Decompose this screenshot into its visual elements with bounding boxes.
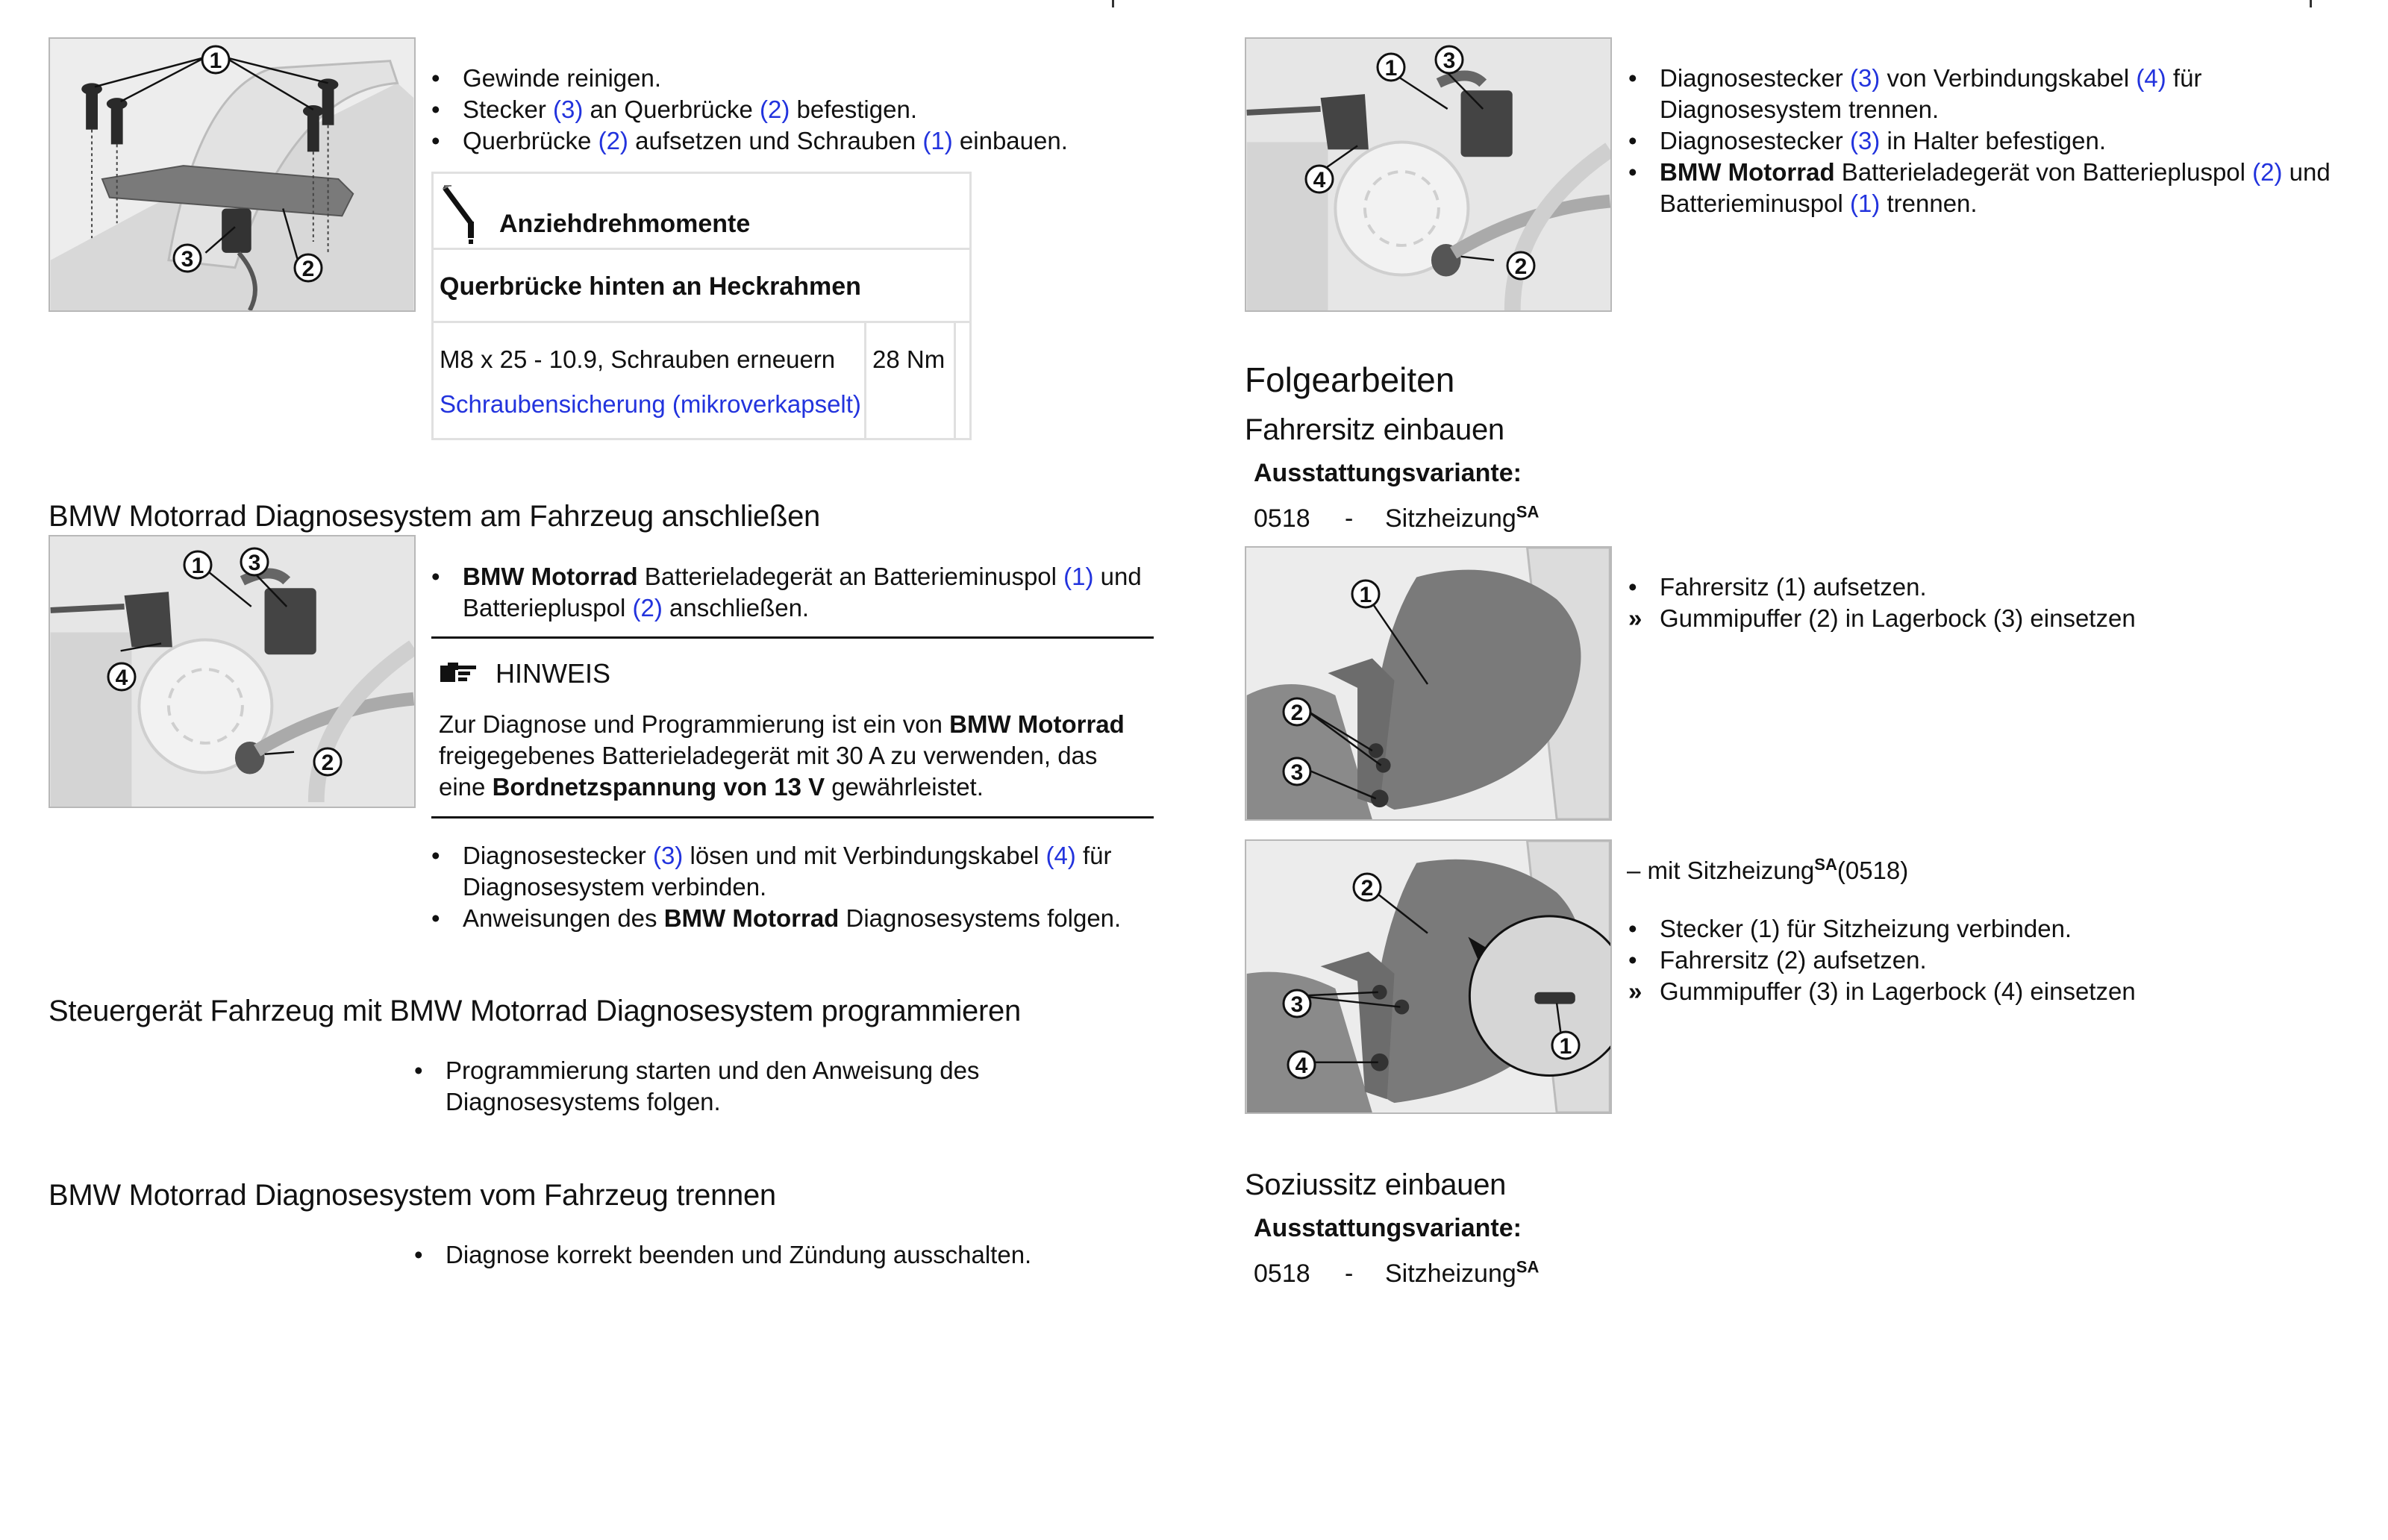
bullet-icon: • [414,1241,423,1268]
bold-text: Bordnetzspannung von 13 V [492,773,825,801]
figure-crossbar [49,37,416,312]
callout-2 [1507,252,1534,279]
bullet-icon: • [1628,915,1637,942]
bullet-icon: • [1628,64,1637,92]
bullet-icon: • [431,563,440,590]
connect-bullets-a [431,561,1155,624]
text-run: freigegebenes Batterieladegerät mit 30 A zu verwenden, das eine [439,742,1098,801]
bullet-icon: • [414,1057,423,1084]
torque-table-group [434,250,969,323]
callout-3 [1436,46,1463,73]
bullet-icon: • [1628,127,1637,154]
callout-1 [1352,580,1379,607]
text-run: für Diagnosesystem trennen. [1660,64,2202,123]
bold-text: BMW Motorrad [463,563,638,590]
program-bullets [414,1055,1026,1118]
variant-row [1254,504,1701,537]
figure-reference: (2) [598,127,628,154]
list-item [1628,63,2375,125]
callout-3 [1284,758,1310,785]
variant-name [1385,1259,1539,1289]
callout-4 [108,663,135,690]
list-item [1628,125,2375,157]
callout-1 [1378,54,1404,81]
svg-text:3: 3 [181,247,194,272]
section-title-connect: BMW Motorrad Diagnosesystem am Fahrzeug anschließen [49,500,820,533]
figure-reference: (1) [1849,190,1881,217]
callout-1 [1552,1032,1579,1059]
svg-text:1: 1 [191,554,204,578]
callout-4 [1306,166,1333,192]
variant-name-text: Sitzheizung [1385,1259,1516,1288]
list-item [1628,976,2300,1007]
text-run: Diagnosestecker [463,842,653,869]
torque-group-label: Querbrücke hinten an Heckrahmen [440,272,861,301]
bullet-icon: • [1628,158,1637,186]
variant-dash: - [1345,504,1354,533]
text-run: gewährleistet. [825,773,984,801]
bullet-icon: • [431,904,440,932]
list-item [1628,603,2300,634]
figure-reference: (2) [632,594,663,622]
text-run: Diagnosestecker [1660,127,1850,154]
pointing-hand-icon [440,661,478,683]
variant-name-text: Sitzheizung [1385,504,1516,533]
torque-table [431,172,972,440]
svg-text:4: 4 [1313,168,1326,192]
callout-2 [314,748,341,775]
text-run: Diagnosesystems folgen. [839,904,1122,932]
callout-2 [295,254,322,281]
svg-text:4: 4 [115,666,128,690]
variant-label: Ausstattungsvariante: [1254,459,1522,487]
text-run: Anweisungen des [463,904,664,932]
figure-battery-disconnect [1245,37,1612,312]
svg-text:2: 2 [1360,876,1374,901]
svg-text:1: 1 [209,48,222,73]
section-title-disconnect: BMW Motorrad Diagnosesystem vom Fahrzeug trennen [49,1179,776,1212]
torque-table-row [434,323,969,438]
bullet-icon: • [1628,946,1637,974]
svg-text:3: 3 [1290,760,1304,785]
result-marker-icon: » [1628,604,1642,632]
text-run: Fahrersitz (1) aufsetzen. [1660,573,1927,601]
text-run: und Batteriepluspol [463,563,1142,622]
figure-reference: (3) [1849,127,1881,154]
torque-value: 28 Nm [872,345,945,373]
disconnect-steps-bullets [1628,63,2375,219]
text-run: Gummipuffer (3) in Lagerbock (4) einsetzen [1660,977,2136,1005]
rider-seat-bullets-a [1628,572,2300,634]
figure-reference: (3) [1849,64,1881,92]
step1-bullets [431,63,1103,157]
heated-seat-condition [1627,857,1908,885]
list-item [414,1055,1026,1118]
callout-2 [1354,874,1381,901]
callout-2 [1284,698,1310,725]
page-edge-mark [1112,0,1114,7]
text-run: aufsetzen und Schrauben [628,127,923,154]
callout-3 [241,548,268,575]
callout-1 [202,46,229,73]
section-title-followup: Folgearbeiten [1245,360,1455,399]
svg-text:2: 2 [301,257,315,281]
text-run: und Batterieminuspol [1660,158,2331,217]
text-run: an Querbrücke [583,96,760,123]
figure-reference: (2) [2252,158,2283,186]
text-run: in Halter befestigen. [1880,127,2106,154]
connect-bullets-b [431,840,1155,934]
disconnect-bullets [414,1239,1086,1271]
svg-text:1: 1 [1384,56,1398,81]
figure-reference: (3) [652,842,684,869]
bullet-icon: • [431,127,440,154]
subsection-title-rider-seat: Fahrersitz einbauen [1245,413,1504,446]
figure-battery-connect [49,535,416,808]
bullet-icon: • [431,64,440,92]
text-run: Querbrücke [463,127,598,154]
section-title-program: Steuergerät Fahrzeug mit BMW Motorrad Diagnosesystem programmieren [49,995,1021,1027]
svg-text:1: 1 [1359,583,1372,607]
bold-text: BMW Motorrad [1660,158,1835,186]
text-run: Fahrersitz (2) aufsetzen. [1660,946,1927,974]
note-title: HINWEIS [496,658,611,689]
callout-1 [184,551,211,578]
bullet-icon: • [1628,573,1637,601]
text-run: Zur Diagnose und Programmierung ist ein von [439,710,950,738]
text-run: Batterieladegerät an Batterieminuspol [637,563,1064,590]
text-run: Gewinde reinigen. [463,64,661,92]
text-run: trennen. [1880,190,1978,217]
bullet-icon: • [431,842,440,869]
variant-row-pillion [1254,1259,1701,1292]
svg-text:2: 2 [321,751,334,775]
svg-text:4: 4 [1295,1054,1308,1078]
condition-sup: SA [1814,855,1837,874]
bold-text: BMW Motorrad [663,904,840,932]
svg-text:3: 3 [1443,48,1456,73]
list-item [414,1239,1086,1271]
torque-table-header [434,174,969,250]
list-item [1628,157,2375,219]
condition-prefix: – mit Sitzheizung [1627,857,1815,884]
figure-reference: (1) [1063,563,1094,590]
result-marker-icon: » [1628,977,1642,1005]
list-item [431,94,1103,125]
list-item [431,63,1103,94]
figure-reference: (4) [2136,64,2166,92]
variant-code: 0518 [1254,1259,1310,1288]
rider-seat-bullets-b [1628,913,2300,1007]
svg-text:1: 1 [1559,1034,1572,1059]
note-box [431,636,1154,818]
callout-4 [1288,1051,1315,1078]
variant-name [1385,504,1539,533]
list-item [1628,572,2300,603]
text-run: anschließen. [662,594,810,622]
callout-3 [1284,990,1310,1017]
list-item [431,125,1103,157]
list-item [431,561,1155,624]
text-run: von Verbindungskabel [1880,64,2137,92]
svg-text:3: 3 [248,551,261,575]
subsection-title-pillion-seat: Soziussitz einbauen [1245,1168,1507,1201]
figure-reference: (1) [922,127,953,154]
figure-reference: (3) [553,96,584,123]
text-run: Stecker [463,96,554,123]
list-item [1628,945,2300,976]
note-body [439,709,1148,803]
variant-label-pillion: Ausstattungsvariante: [1254,1214,1522,1242]
variant-sup: SA [1516,1257,1540,1277]
text-run: für Diagnosesystem verbinden. [463,842,1112,901]
text-run: lösen und mit Verbindungskabel [683,842,1046,869]
figure-heated-seat [1245,839,1612,1114]
figure-reference: (2) [760,96,790,123]
variant-sup: SA [1516,502,1540,522]
text-run: Diagnose korrekt beenden und Zündung ausschalten. [446,1241,1032,1268]
svg-text:2: 2 [1514,254,1528,279]
figure-rider-seat [1245,546,1612,821]
svg-text:3: 3 [1290,992,1304,1017]
svg-text:2: 2 [1290,701,1304,725]
text-run: einbauen. [952,127,1068,154]
text-run: Programmierung starten und den Anweisung des Diagnosesystems folgen. [446,1057,980,1115]
bold-text: BMW Motorrad [949,710,1125,738]
text-run: Stecker (1) für Sitzheizung verbinden. [1660,915,2072,942]
condition-suffix: (0518) [1837,857,1909,884]
torque-table-title: Anziehdrehmomente [499,210,751,238]
variant-dash: - [1345,1259,1354,1288]
torque-desc: M8 x 25 - 10.9, Schrauben erneuern [440,345,836,373]
thread-locker-link[interactable]: Schraubensicherung (mikroverkapselt) [440,390,861,418]
text-run: Gummipuffer (2) in Lagerbock (3) einsetzen [1660,604,2136,632]
text-run: befestigen. [790,96,917,123]
variant-code: 0518 [1254,504,1310,533]
callout-3 [174,245,201,272]
page-edge-mark [2310,0,2312,7]
torque-wrench-icon [441,184,483,247]
bullet-icon: • [431,96,440,123]
figure-reference: (4) [1045,842,1076,869]
list-item [431,903,1155,934]
list-item [1628,913,2300,945]
text-run: Diagnosestecker [1660,64,1850,92]
list-item [431,840,1155,903]
text-run: Batterieladegerät von Batteriepluspol [1834,158,2253,186]
